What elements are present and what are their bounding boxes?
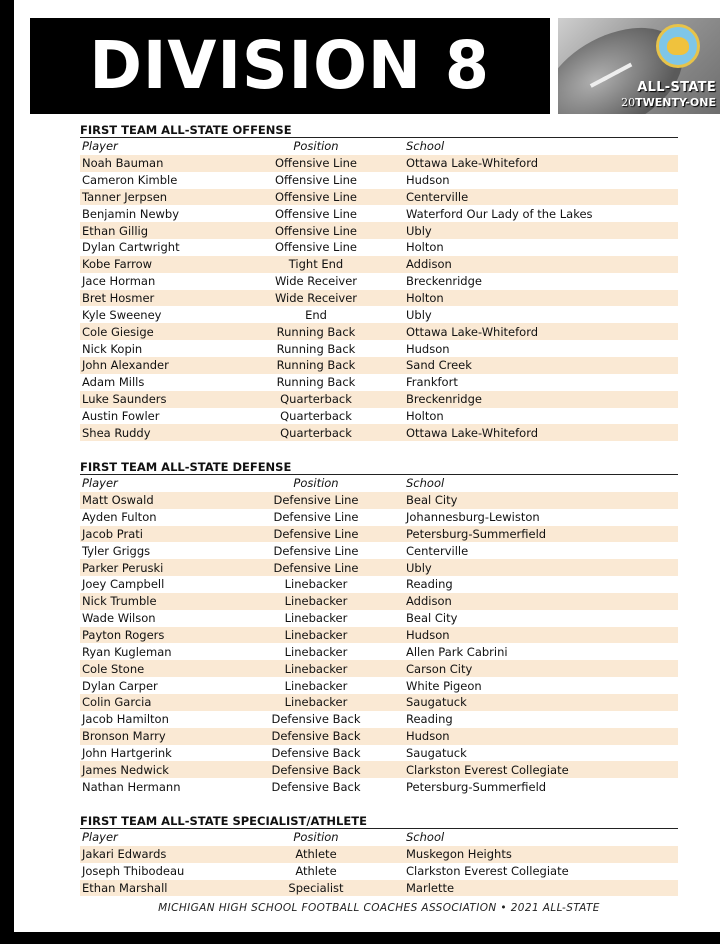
school-cell: Hudson [406, 341, 450, 356]
player-cell: Cameron Kimble [82, 173, 178, 188]
position-cell: Linebacker [284, 661, 348, 676]
table-row [80, 239, 678, 256]
position-cell: Wide Receiver [274, 274, 358, 289]
position-cell: Quarterback [280, 408, 352, 423]
table-row [80, 273, 678, 290]
position-cell: Defensive Back [271, 762, 361, 777]
table-row [80, 627, 678, 644]
position-cell: Linebacker [284, 695, 348, 710]
school-cell: Ubly [406, 223, 432, 238]
school-cell: Clarkston Everest Collegiate [406, 762, 569, 777]
table-row [80, 340, 678, 357]
player-cell: Ethan Marshall [82, 880, 168, 895]
player-cell: Tanner Jerpsen [82, 189, 168, 204]
page-footer: MICHIGAN HIGH SCHOOL FOOTBALL COACHES ASSOCIATION • 2021 ALL-STATE [158, 902, 600, 914]
school-cell: Holton [406, 240, 444, 255]
position-cell: Wide Receiver [274, 291, 358, 306]
player-cell: Jacob Prati [82, 526, 143, 541]
position-cell: Running Back [276, 358, 356, 373]
table-row [80, 391, 678, 408]
offense-section [80, 122, 678, 441]
school-cell: Addison [406, 594, 452, 609]
table-row [80, 660, 678, 677]
table-row [80, 576, 678, 593]
school-cell: Allen Park Cabrini [406, 644, 508, 659]
position-cell: Defensive Line [273, 493, 359, 508]
association-seal-icon [656, 24, 700, 68]
position-cell: Linebacker [284, 611, 348, 626]
position-cell: Offensive Line [274, 156, 358, 171]
specialist-section [80, 813, 678, 896]
player-cell: Nathan Hermann [82, 779, 181, 794]
position-cell: Defensive Back [271, 745, 361, 760]
position-cell: Quarterback [280, 425, 352, 440]
table-row [80, 205, 678, 222]
table-row [80, 526, 678, 543]
player-cell: Jakari Edwards [82, 847, 167, 862]
table-row [80, 542, 678, 559]
position-cell: Linebacker [284, 628, 348, 643]
player-cell: John Alexander [82, 358, 169, 373]
position-cell: Offensive Line [274, 206, 358, 221]
player-cell: Cole Stone [82, 661, 145, 676]
table-row [80, 492, 678, 509]
school-column-header: School [406, 476, 445, 491]
all-state-badge [558, 18, 720, 114]
school-cell: Frankfort [406, 375, 458, 390]
school-cell: Ubly [406, 560, 432, 575]
player-cell: Kobe Farrow [82, 257, 153, 272]
player-cell: Tyler Griggs [82, 543, 151, 558]
school-cell: Reading [406, 577, 453, 592]
player-cell: Austin Fowler [82, 408, 160, 423]
school-cell: Ottawa Lake-Whiteford [406, 156, 539, 171]
table-row [80, 846, 678, 863]
player-cell: Joseph Thibodeau [82, 864, 185, 879]
player-cell: Ayden Fulton [82, 510, 157, 525]
position-cell: End [305, 307, 327, 322]
player-cell: Shea Ruddy [82, 425, 151, 440]
player-cell: Nick Kopin [82, 341, 143, 356]
player-cell: Dylan Carper [82, 678, 158, 693]
position-cell: Defensive Back [271, 712, 361, 727]
position-cell: Linebacker [284, 577, 348, 592]
player-cell: Noah Bauman [82, 156, 164, 171]
player-cell: Colin Garcia [82, 695, 152, 710]
badge-year-prefix: 20 [621, 96, 636, 109]
school-cell: Saugatuck [406, 745, 467, 760]
position-cell: Defensive Back [271, 779, 361, 794]
player-cell: Parker Peruski [82, 560, 164, 575]
player-cell: Wade Wilson [82, 611, 156, 626]
table-row [80, 424, 678, 441]
school-cell: Waterford Our Lady of the Lakes [406, 206, 593, 221]
position-cell: Quarterback [280, 392, 352, 407]
position-cell: Running Back [276, 375, 356, 390]
table-row [80, 863, 678, 880]
table-row [80, 357, 678, 374]
player-cell: Joey Campbell [82, 577, 165, 592]
school-cell: Breckenridge [406, 274, 482, 289]
school-cell: Marlette [406, 880, 455, 895]
position-cell: Defensive Line [273, 560, 359, 575]
badge-all-state-text: ALL-STATE [637, 80, 716, 95]
school-cell: Addison [406, 257, 452, 272]
school-cell: Ottawa Lake-Whiteford [406, 324, 539, 339]
table-row [80, 694, 678, 711]
position-cell: Running Back [276, 341, 356, 356]
table-row [80, 189, 678, 206]
school-cell: Hudson [406, 173, 450, 188]
school-cell: Hudson [406, 628, 450, 643]
badge-year-text [621, 96, 716, 109]
player-cell: Matt Oswald [82, 493, 154, 508]
position-cell: Defensive Back [271, 729, 361, 744]
position-cell: Running Back [276, 324, 356, 339]
player-cell: Dylan Cartwright [82, 240, 180, 255]
table-row [80, 761, 678, 778]
table-row [80, 172, 678, 189]
player-cell: Nick Trumble [82, 594, 157, 609]
table-row [80, 745, 678, 762]
school-cell: Sand Creek [406, 358, 472, 373]
position-cell: Athlete [295, 864, 337, 879]
section-title: FIRST TEAM ALL-STATE OFFENSE [80, 122, 678, 138]
player-column-header: Player [82, 830, 118, 845]
school-cell: Carson City [406, 661, 473, 676]
school-cell: Centerville [406, 543, 469, 558]
position-cell: Offensive Line [274, 223, 358, 238]
position-cell: Offensive Line [274, 189, 358, 204]
document-page [14, 0, 720, 932]
player-cell: James Nedwick [82, 762, 169, 777]
player-cell: Kyle Sweeney [82, 307, 162, 322]
position-cell: Linebacker [284, 678, 348, 693]
position-cell: Specialist [288, 880, 344, 895]
school-cell: Muskegon Heights [406, 847, 512, 862]
defense-section [80, 459, 678, 795]
table-row [80, 290, 678, 307]
table-row [80, 222, 678, 239]
player-cell: Jace Horman [82, 274, 156, 289]
player-cell: Benjamin Newby [82, 206, 180, 221]
school-cell: Beal City [406, 611, 458, 626]
table-row [80, 643, 678, 660]
player-cell: Jacob Hamilton [82, 712, 169, 727]
school-cell: Holton [406, 408, 444, 423]
school-cell: Hudson [406, 729, 450, 744]
school-cell: Breckenridge [406, 392, 482, 407]
position-cell: Linebacker [284, 644, 348, 659]
section-title: FIRST TEAM ALL-STATE SPECIALIST/ATHLETE [80, 813, 678, 829]
player-cell: Luke Saunders [82, 392, 167, 407]
table-row [80, 256, 678, 273]
table-row [80, 306, 678, 323]
player-cell: Bret Hosmer [82, 291, 155, 306]
position-cell: Tight End [288, 257, 344, 272]
table-row [80, 711, 678, 728]
column-header-row [80, 138, 678, 155]
player-cell: Adam Mills [82, 375, 145, 390]
school-cell: Johannesburg-Lewiston [406, 510, 540, 525]
position-cell: Offensive Line [274, 240, 358, 255]
position-column-header: Position [293, 139, 339, 154]
position-cell: Linebacker [284, 594, 348, 609]
school-cell: Reading [406, 712, 453, 727]
school-cell: White Pigeon [406, 678, 482, 693]
school-cell: Ottawa Lake-Whiteford [406, 425, 539, 440]
school-cell: Petersburg-Summerfield [406, 526, 547, 541]
table-row [80, 728, 678, 745]
table-row [80, 374, 678, 391]
school-column-header: School [406, 830, 445, 845]
player-cell: Payton Rogers [82, 628, 165, 643]
school-cell: Petersburg-Summerfield [406, 779, 547, 794]
page-title: DIVISION 8 [89, 27, 491, 104]
position-cell: Defensive Line [273, 543, 359, 558]
position-column-header: Position [293, 476, 339, 491]
section-title: FIRST TEAM ALL-STATE DEFENSE [80, 459, 678, 475]
player-column-header: Player [82, 476, 118, 491]
division-header [30, 18, 550, 114]
column-header-row [80, 475, 678, 492]
school-cell: Ubly [406, 307, 432, 322]
school-column-header: School [406, 139, 445, 154]
table-row [80, 593, 678, 610]
player-cell: John Hartgerink [82, 745, 172, 760]
position-cell: Defensive Line [273, 526, 359, 541]
school-cell: Centerville [406, 189, 469, 204]
table-row [80, 408, 678, 425]
position-cell: Athlete [295, 847, 337, 862]
school-cell: Holton [406, 291, 444, 306]
school-cell: Saugatuck [406, 695, 467, 710]
player-column-header: Player [82, 139, 118, 154]
position-column-header: Position [293, 830, 339, 845]
school-cell: Clarkston Everest Collegiate [406, 864, 569, 879]
position-cell: Defensive Line [273, 510, 359, 525]
table-row [80, 880, 678, 897]
player-cell: Ethan Gillig [82, 223, 149, 238]
player-cell: Cole Giesige [82, 324, 154, 339]
table-row [80, 155, 678, 172]
position-cell: Offensive Line [274, 173, 358, 188]
table-row [80, 509, 678, 526]
table-row [80, 778, 678, 795]
table-row [80, 677, 678, 694]
table-row [80, 610, 678, 627]
player-cell: Ryan Kugleman [82, 644, 172, 659]
table-row [80, 559, 678, 576]
player-cell: Bronson Marry [82, 729, 166, 744]
school-cell: Beal City [406, 493, 458, 508]
badge-year-suffix: TWENTY-ONE [635, 96, 716, 109]
column-header-row [80, 829, 678, 846]
table-row [80, 323, 678, 340]
